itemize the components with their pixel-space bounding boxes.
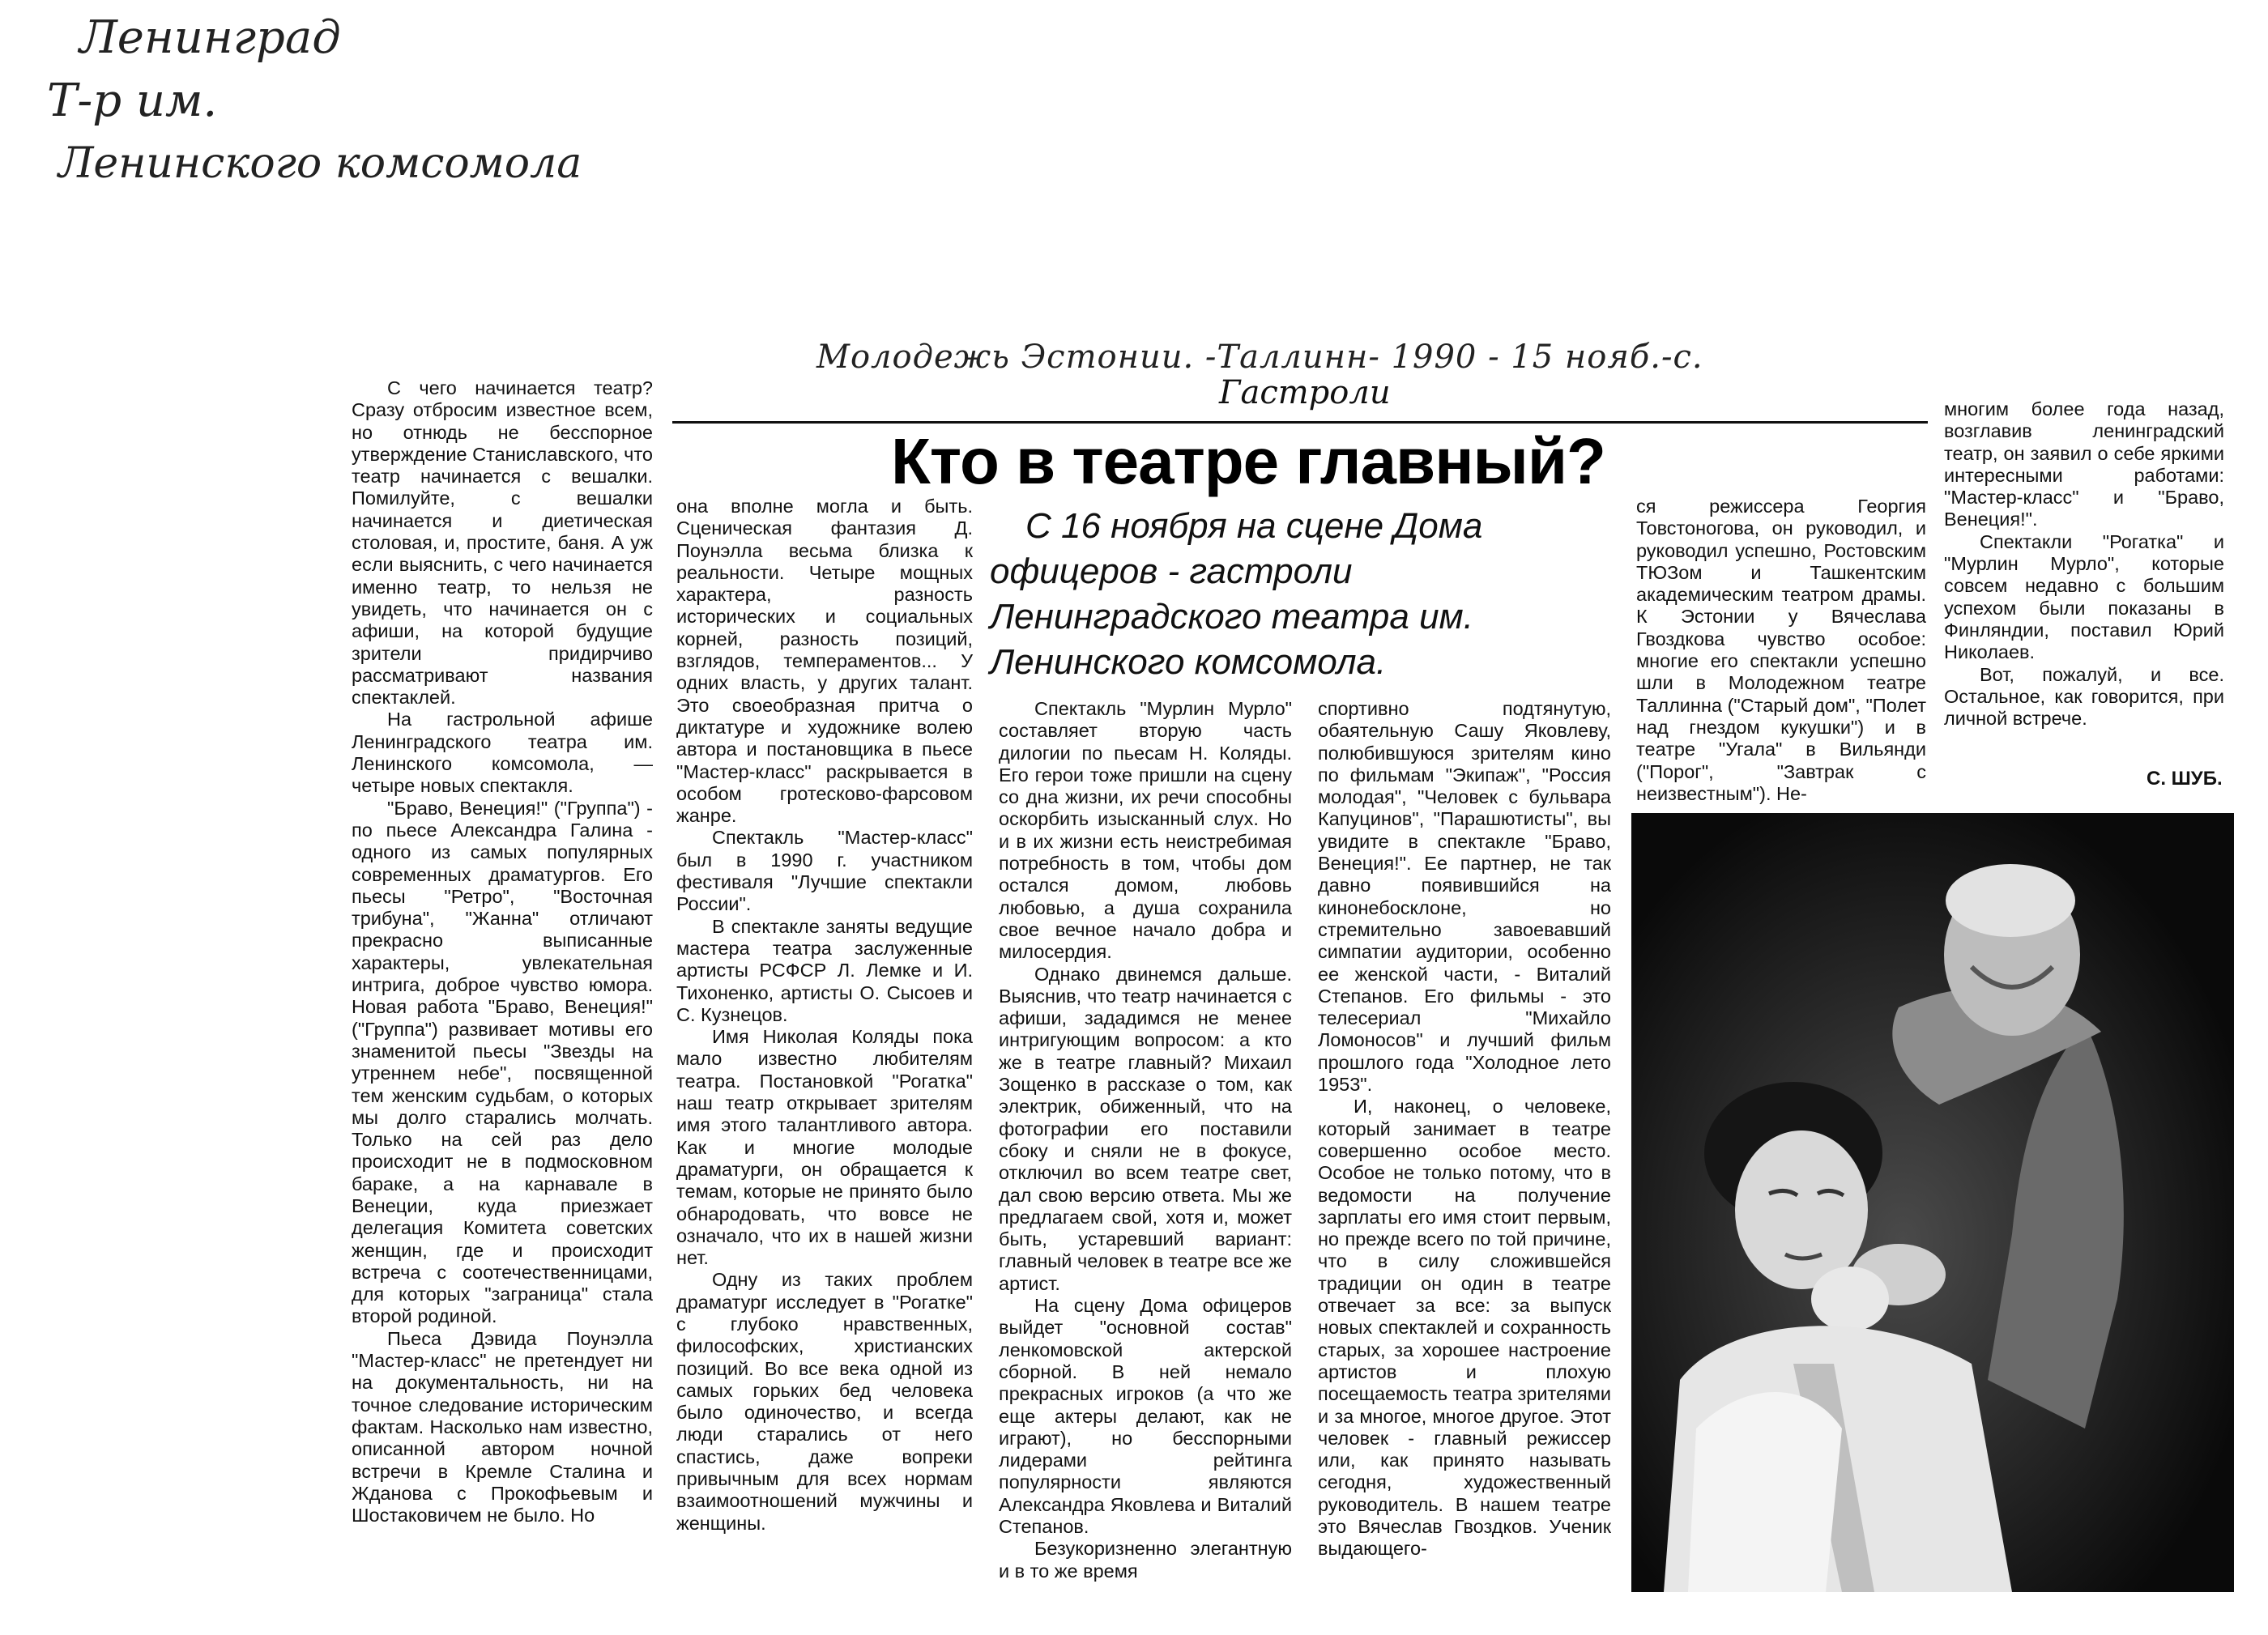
handwritten-note-theatre-abbr: Т-р им.	[47, 75, 218, 127]
article-column-1	[352, 377, 653, 1526]
rubric-label: Гастроли	[1219, 374, 1391, 411]
paragraph: Безукоризненно элегантную и в то же время	[999, 1538, 1292, 1582]
paragraph: Спектакль "Мурлин Мурло" составляет вторую часть дилогии по пьесам Н. Коляды. Его герои тоже пришли на сцену со дна жизни, их речи способны оскорбить изысканный слух. Но и в их жизни есть неистребимая потребность в том, чтобы дом остался домом, любовь любовью, а душа сохранила свое вечное начало добра и милосердия.	[999, 698, 1292, 963]
handwritten-note-city: Ленинград	[79, 11, 341, 64]
handwritten-source-note: Молодежь Эстонии. -Таллинн- 1990 - 15 нояб.-с.	[816, 338, 1703, 376]
actors-photo-image	[1631, 813, 2234, 1592]
paragraph: Однако двинемся дальше. Выяснив, что театр начинается с афиши, зададимся не менее интригующим вопросом: а кто же в театре главный? Михаил Зощенко в рассказе о том, как электрик, обиженный, что на фотографии его поставили сбоку и сняли не в фокусе, отключил во всем театре свет, дал свою версию ответа. Мы же предлагаем свой, хотя и, может быть, устаревший вариант: главный человек в театре все же артист.	[999, 963, 1292, 1294]
paragraph: "Браво, Венеция!" ("Группа") - по пьесе Александра Галина - одного из самых популярных современных драматургов. Его пьесы "Ретро", "Восточная трибуна", "Жанна" отличают прекрасно выписанные характеры, увлекательная интрига, доброе чувство юмора. Новая работа "Браво, Венеция!" ("Группа") развивает мотивы его знаменитой пьесы "Звезды на утреннем небе", посвященной тем женским судьбам, о которых мы долго старались молчать. Только на сей раз дело происходит не в подмосковном бараке, а на карнавале в Венеции, куда приезжает делегация Комитета советских женщин, где и происходит встреча с соотечественницами, для которых "заграница" стала второй родиной.	[352, 797, 653, 1327]
paragraph: И, наконец, о человеке, который занимает в театре совершенно особое место. Особое не только потому, что в ведомости на получение зарплаты его имя стоит первым, но прежде всего по той причине, что в силу сложившейся традиции он один в театре отвечает за все: за выпуск новых спектаклей и сохранность старых, за хорошее настроение артистов и плохую посещаемость театра зрителями и за многое, многое другое. Этот человек - главный режиссер или, как принято называть сегодня, художественный руководитель. В нашем театре это Вячеслав Гвоздков. Ученик выдающего-	[1318, 1096, 1611, 1560]
paragraph: Имя Николая Коляды пока мало известно любителям театра. Постановкой "Рогатка" наш театр открывает зрителям имя этого талантливого автора. Как и многие молодые драматурги, он обращается к темам, которые не принято было обнародовать, что вовсе не означало, что их в нашей жизни нет.	[676, 1026, 973, 1269]
paragraph: Одну из таких проблем драматург исследует в "Рогатке" с глубоко нравственных, философских, христианских позиций. Во все века одной из самых горьких бед человека было одиночество, и всегда люди старались от него спастись, даже вопреки привычным для всех нормам взаимоотношений мужчины и женщины.	[676, 1269, 973, 1534]
handwritten-note-theatre-name: Ленинского комсомола	[58, 139, 582, 188]
paragraph: На гастрольной афише Ленинградского театра им. Ленинского комсомола, — четыре новых спектакля.	[352, 709, 653, 797]
paragraph: На сцену Дома офицеров выйдет "основной состав" ленкомовской актерской сборной. В ней немало прекрасных игроков (а что же еще актеры делают, как не играют), но бесспорными лидерами рейтинга популярности являются Александра Яковлева и Виталий Степанов.	[999, 1295, 1292, 1537]
article-column-2	[676, 496, 973, 1535]
article-column-6	[1944, 398, 2224, 730]
paragraph: Спектакли "Рогатка" и "Мурлин Мурло", которые совсем недавно с большим успехом были показаны в Финляндии, поставил Юрий Николаев.	[1944, 530, 2224, 663]
article-column-3	[999, 698, 1292, 1582]
paragraph: ся режиссера Георгия Товстоногова, он руководил, и руководил успешно, Ростовским ТЮЗом и Ташкентским академическим театром драмы. К Эстонии у Вячеслава Гвоздкова чувство особое: многие его спектакли успешно шли в Молодежном театре Таллинна ("Старый дом", "Полет над гнездом кукушки") и в театре "Угала" в Вильянди ("Порог", "Завтрак с неизвестным"). Не-	[1636, 496, 1926, 804]
header-rule	[672, 421, 1928, 424]
author-signature: С. ШУБ.	[2146, 768, 2223, 790]
article-column-4	[1318, 698, 1611, 1560]
paragraph: многим более года назад, возглавив ленинградский театр, он заявил о себе яркими интересными работами: "Мастер-класс" и "Браво, Венеция!".	[1944, 398, 2224, 530]
article-lead: С 16 ноября на сцене Дома офицеров - гастроли Ленинградского театра им. Ленинского комсомола.	[990, 506, 1483, 682]
paragraph: спортивно подтянутую, обаятельную Сашу Яковлеву, полюбившуюся зрителям кино по фильмам "Экипаж", "Россия молодая", "Человек с бульвара Капуцинов", "Парашютисты", вы увидите в спектакле "Браво, Венеция!". Ее партнер, не так давно появившийся на кинонебосклоне, но стремительно завоевавший симпатии аудитории, особенно ее женской части, - Виталий Степанов. Его фильмы - это телесериал "Михайло Ломоносов" и лучший фильм прошлого года "Холодное лето 1953".	[1318, 698, 1611, 1096]
paragraph: С чего начинается театр? Сразу отбросим известное всем, но отнюдь не бесспорное утверждение Станиславского, что театр начинается с вешалки. Помилуйте, с вешалки начинается и диетическая столовая, и, простите, баня. А уж если выяснить, с чего начинается именно театр, то нельзя не увидеть, что начинается он с афиши, на которой будущие зрители придирчиво рассматривают названия спектаклей.	[352, 377, 653, 709]
paragraph: Пьеса Дэвида Поунэлла "Мастер-класс" не претендует ни на документальность, ни на точное следование историческим фактам. Насколько нам известно, описанной автором ночной встречи в Кремле Сталина и Жданова с Прокофьевым и Шостаковичем не было. Но	[352, 1327, 653, 1526]
article-headline: Кто в театре главный?	[891, 425, 1605, 497]
paragraph: Вот, пожалуй, и все. Остальное, как говорится, при личной встрече.	[1944, 663, 2224, 730]
paragraph: В спектакле заняты ведущие мастера театра заслуженные артисты РСФСР Л. Лемке и И. Тихоненко, артисты О. Сысоев и С. Кузнецов.	[676, 915, 973, 1025]
paragraph: Спектакль "Мастер-класс" был в 1990 г. участником фестиваля "Лучшие спектакли России".	[676, 827, 973, 915]
paragraph: она вполне могла и быть. Сценическая фантазия Д. Поунэлла весьма близка к реальности. Четыре мощных характера, разность исторических и социальных корней, разность позиций, взглядов, темпераментов... У одних власть, у других талант. Это своеобразная притча о диктатуре и художнике волею автора и постановщика в пьесе "Мастер-класс" раскрывается в особом гротесково-фарсовом жанре.	[676, 496, 973, 827]
actors-photo	[1631, 813, 2234, 1592]
article-column-5	[1636, 496, 1926, 805]
